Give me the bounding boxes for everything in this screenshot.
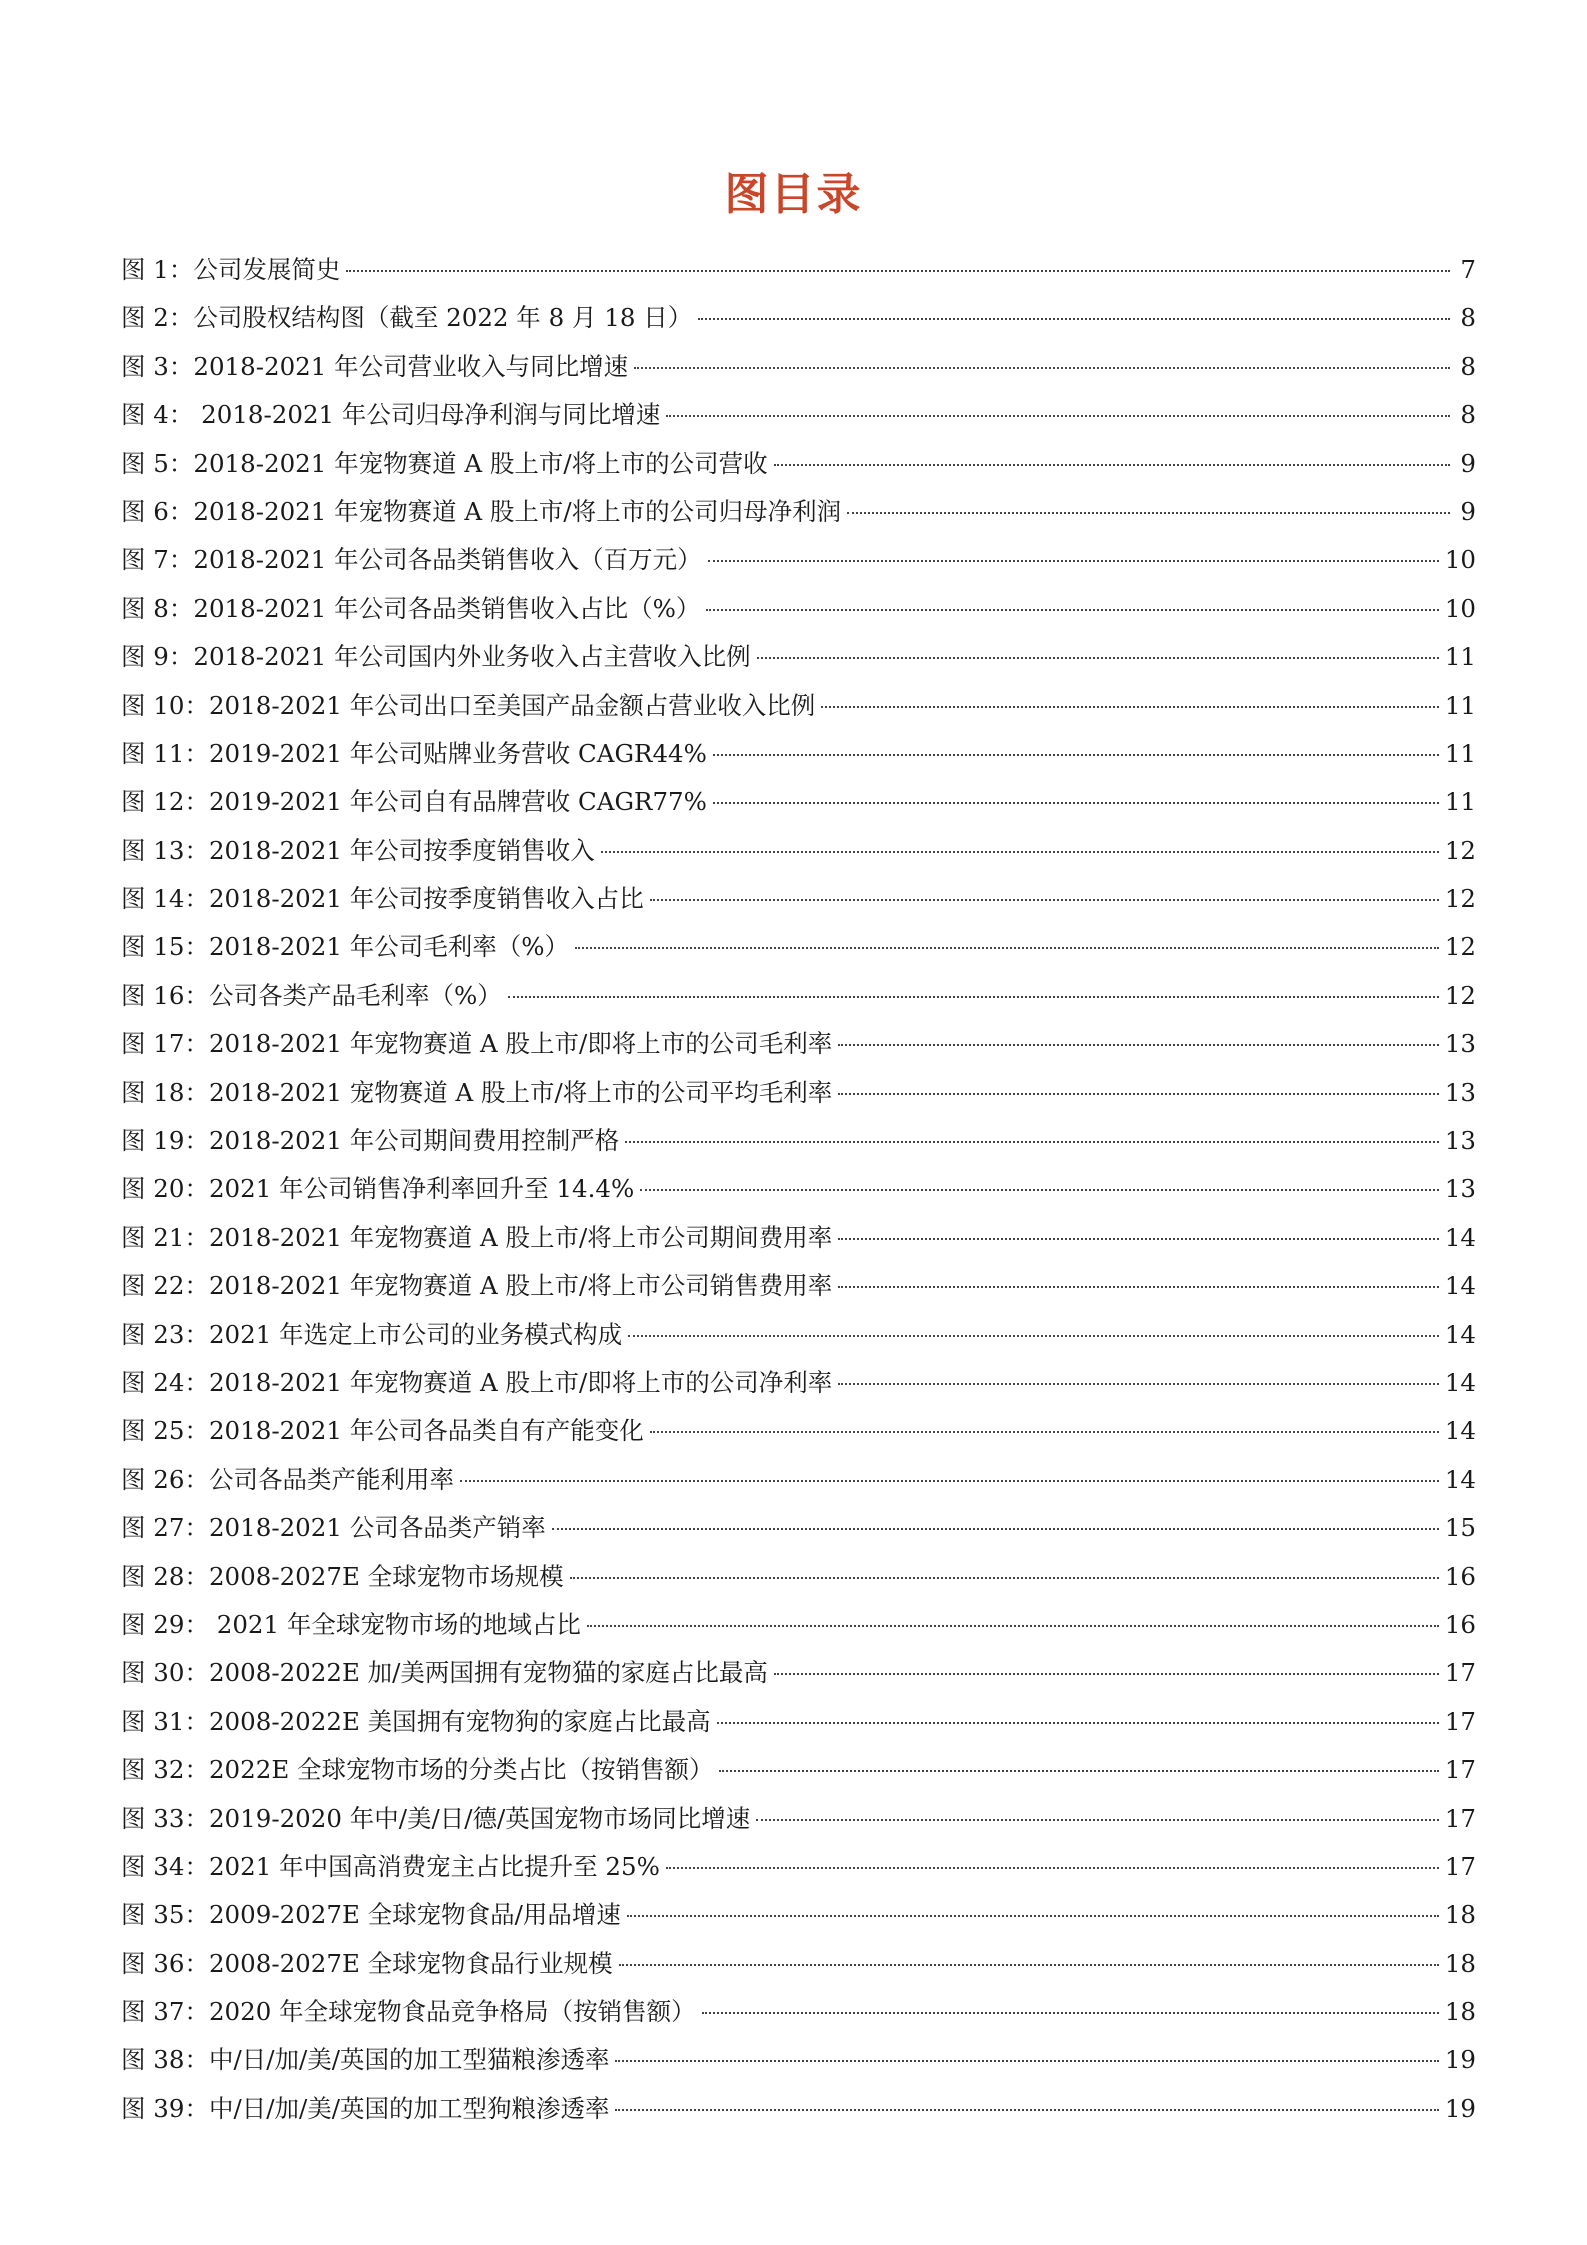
dot-leader — [640, 1189, 1439, 1191]
dot-leader — [713, 802, 1439, 804]
toc-entry[interactable] — [121, 875, 1476, 923]
toc-entry-label: 图 5：2018-2021 年宠物赛道 A 股上市/将上市的公司营收 — [121, 448, 768, 478]
toc-entry[interactable] — [121, 778, 1476, 826]
dot-leader — [838, 1044, 1439, 1046]
toc-entry-label: 图 16：公司各类产品毛利率（%） — [121, 980, 502, 1010]
toc-entry-page-number: 7 — [1460, 255, 1476, 284]
dot-leader — [650, 899, 1439, 901]
toc-entry[interactable] — [121, 1504, 1476, 1552]
toc-entry-page-number: 9 — [1460, 448, 1476, 478]
toc-entry-page-number: 14 — [1444, 1416, 1476, 1446]
toc-entry-page-number: 17 — [1444, 1706, 1476, 1736]
toc-entry-label: 图 17：2018-2021 年宠物赛道 A 股上市/即将上市的公司毛利率 — [121, 1029, 833, 1059]
toc-entry-label: 图 14：2018-2021 年公司按季度销售收入占比 — [121, 884, 644, 914]
toc-entry-page-number: 12 — [1444, 932, 1476, 962]
toc-entry[interactable] — [121, 1553, 1476, 1601]
dot-leader — [708, 560, 1439, 562]
toc-entry-page-number: 13 — [1444, 1126, 1476, 1156]
toc-entry-page-number: 16 — [1444, 1609, 1476, 1639]
dot-leader — [508, 996, 1439, 998]
toc-entry[interactable] — [121, 488, 1476, 536]
toc-entry[interactable] — [121, 391, 1476, 439]
dot-leader — [634, 367, 1450, 369]
figure-toc-list — [121, 246, 1476, 2133]
dot-leader — [650, 1431, 1439, 1433]
dot-leader — [719, 1770, 1438, 1772]
toc-entry-page-number: 9 — [1460, 496, 1476, 526]
dot-leader — [460, 1480, 1439, 1482]
toc-entry[interactable] — [121, 972, 1476, 1020]
dot-leader — [774, 464, 1450, 466]
toc-entry-page-number: 8 — [1460, 351, 1476, 381]
dot-leader — [756, 1819, 1439, 1821]
toc-entry-label: 图 29： 2021 年全球宠物市场的地域占比 — [121, 1609, 581, 1639]
dot-leader — [774, 1673, 1439, 1675]
toc-entry-page-number: 17 — [1444, 1755, 1476, 1785]
toc-entry[interactable] — [121, 1649, 1476, 1697]
toc-entry-label: 图 8：2018-2021 年公司各品类销售收入占比（%） — [121, 593, 701, 623]
dot-leader — [346, 270, 1450, 272]
toc-entry[interactable] — [121, 1020, 1476, 1068]
toc-entry-page-number: 17 — [1444, 1803, 1476, 1833]
toc-entry[interactable] — [121, 585, 1476, 633]
toc-entry[interactable] — [121, 1214, 1476, 1262]
toc-entry[interactable] — [121, 1988, 1476, 2036]
toc-entry-label: 图 13：2018-2021 年公司按季度销售收入 — [121, 835, 595, 865]
toc-entry-page-number: 12 — [1444, 980, 1476, 1010]
toc-entry[interactable] — [121, 2036, 1476, 2084]
toc-entry[interactable] — [121, 1359, 1476, 1407]
toc-entry[interactable] — [121, 1407, 1476, 1455]
dot-leader — [628, 1335, 1439, 1337]
toc-entry[interactable] — [121, 682, 1476, 730]
toc-entry-label: 图 35：2009-2027E 全球宠物食品/用品增速 — [121, 1900, 621, 1930]
dot-leader — [706, 609, 1438, 611]
dot-leader — [627, 1915, 1439, 1917]
toc-entry[interactable] — [121, 1795, 1476, 1843]
dot-leader — [619, 1964, 1439, 1966]
toc-entry-page-number: 13 — [1444, 1029, 1476, 1059]
toc-entry[interactable] — [121, 1117, 1476, 1165]
dot-leader — [838, 1383, 1439, 1385]
dot-leader — [552, 1528, 1439, 1530]
toc-entry-page-number: 12 — [1444, 884, 1476, 914]
toc-entry-label: 图 31：2008-2022E 美国拥有宠物狗的家庭占比最高 — [121, 1706, 711, 1736]
toc-entry-page-number: 10 — [1444, 593, 1476, 623]
toc-entry-label: 图 23：2021 年选定上市公司的业务模式构成 — [121, 1319, 623, 1349]
toc-entry-label: 图 11：2019-2021 年公司贴牌业务营收 CAGR44% — [121, 738, 707, 768]
toc-entry-page-number: 19 — [1444, 2093, 1476, 2123]
toc-entry-label: 图 1：公司发展简史 — [121, 255, 341, 284]
toc-entry-page-number: 8 — [1460, 400, 1476, 430]
toc-entry[interactable] — [121, 1456, 1476, 1504]
toc-entry[interactable] — [121, 2085, 1476, 2133]
toc-entry[interactable] — [121, 1698, 1476, 1746]
toc-entry-page-number: 14 — [1444, 1367, 1476, 1397]
dot-leader — [587, 1625, 1439, 1627]
toc-entry-label: 图 2：公司股权结构图（截至 2022 年 8 月 18 日） — [121, 303, 693, 333]
toc-entry-label: 图 9：2018-2021 年公司国内外业务收入占主营收入比例 — [121, 642, 751, 672]
toc-entry-page-number: 16 — [1444, 1561, 1476, 1591]
toc-entry-label: 图 3：2018-2021 年公司营业收入与同比增速 — [121, 351, 629, 381]
toc-entry[interactable] — [121, 1069, 1476, 1117]
dot-leader — [838, 1286, 1439, 1288]
toc-entry[interactable] — [121, 294, 1476, 342]
toc-entry-page-number: 13 — [1444, 1174, 1476, 1204]
dot-leader — [717, 1722, 1439, 1724]
toc-entry-page-number: 13 — [1444, 1077, 1476, 1107]
dot-leader — [666, 1867, 1439, 1869]
toc-entry-page-number: 18 — [1444, 1948, 1476, 1978]
dot-leader — [838, 1238, 1439, 1240]
toc-entry-page-number: 18 — [1444, 1997, 1476, 2027]
toc-entry-label: 图 18：2018-2021 宠物赛道 A 股上市/将上市的公司平均毛利率 — [121, 1077, 833, 1107]
toc-entry[interactable] — [121, 1746, 1476, 1794]
toc-entry[interactable] — [121, 1311, 1476, 1359]
toc-entry-label: 图 19：2018-2021 年公司期间费用控制严格 — [121, 1126, 620, 1156]
toc-entry[interactable] — [121, 1940, 1476, 1988]
dot-leader — [601, 851, 1439, 853]
toc-entry-label: 图 25：2018-2021 年公司各品类自有产能变化 — [121, 1416, 644, 1446]
toc-entry-label: 图 30：2008-2022E 加/美两国拥有宠物猫的家庭占比最高 — [121, 1658, 768, 1688]
toc-entry[interactable] — [121, 1165, 1476, 1213]
dot-leader — [713, 754, 1439, 756]
toc-entry-page-number: 8 — [1460, 303, 1476, 333]
toc-entry-label: 图 24：2018-2021 年宠物赛道 A 股上市/即将上市的公司净利率 — [121, 1367, 833, 1397]
dot-leader — [615, 2060, 1438, 2062]
dot-leader — [838, 1093, 1439, 1095]
dot-leader — [821, 706, 1439, 708]
toc-entry-label: 图 36：2008-2027E 全球宠物食品行业规模 — [121, 1948, 613, 1978]
toc-entry-page-number: 18 — [1444, 1900, 1476, 1930]
toc-entry[interactable] — [121, 1262, 1476, 1310]
toc-entry-label: 图 27：2018-2021 公司各品类产销率 — [121, 1513, 546, 1543]
dot-leader — [615, 2109, 1438, 2111]
toc-entry-label: 图 22：2018-2021 年宠物赛道 A 股上市/将上市公司销售费用率 — [121, 1271, 833, 1301]
toc-entry-page-number: 19 — [1444, 2045, 1476, 2075]
toc-entry-label: 图 38：中/日/加/美/英国的加工型猫粮渗透率 — [121, 2045, 610, 2075]
toc-entry-page-number: 17 — [1444, 1851, 1476, 1881]
toc-entry-label: 图 10：2018-2021 年公司出口至美国产品金额占营业收入比例 — [121, 690, 816, 720]
toc-entry-page-number: 14 — [1444, 1464, 1476, 1494]
toc-entry[interactable] — [121, 246, 1476, 294]
page-title: 图目录 — [724, 169, 863, 220]
dot-leader — [666, 415, 1450, 417]
toc-entry-label: 图 37：2020 年全球宠物食品竞争格局（按销售额） — [121, 1997, 696, 2027]
toc-entry-label: 图 26：公司各品类产能利用率 — [121, 1464, 454, 1494]
dot-leader — [570, 1577, 1439, 1579]
toc-entry-label: 图 4： 2018-2021 年公司归母净利润与同比增速 — [121, 400, 661, 430]
toc-entry-page-number: 14 — [1444, 1222, 1476, 1252]
toc-entry-label: 图 34：2021 年中国高消费宠主占比提升至 25% — [121, 1851, 660, 1881]
toc-entry[interactable] — [121, 1843, 1476, 1891]
toc-entry-page-number: 17 — [1444, 1658, 1476, 1688]
toc-entry-label: 图 15：2018-2021 年公司毛利率（%） — [121, 932, 570, 962]
dot-leader — [702, 2012, 1439, 2014]
toc-entry[interactable] — [121, 343, 1476, 391]
toc-entry-page-number: 11 — [1444, 690, 1476, 720]
toc-entry-label: 图 21：2018-2021 年宠物赛道 A 股上市/将上市公司期间费用率 — [121, 1222, 833, 1252]
toc-entry[interactable] — [121, 923, 1476, 971]
toc-entry-page-number: 11 — [1444, 738, 1476, 768]
dot-leader — [698, 318, 1450, 320]
toc-entry[interactable] — [121, 536, 1476, 584]
toc-entry-page-number: 12 — [1444, 835, 1476, 865]
toc-entry-label: 图 33：2019-2020 年中/美/日/德/英国宠物市场同比增速 — [121, 1803, 751, 1833]
toc-entry[interactable] — [121, 440, 1476, 488]
toc-entry[interactable] — [121, 827, 1476, 875]
toc-entry-page-number: 14 — [1444, 1319, 1476, 1349]
toc-entry-page-number: 11 — [1444, 787, 1476, 817]
toc-entry[interactable] — [121, 633, 1476, 681]
dot-leader — [757, 657, 1439, 659]
toc-entry-page-number: 11 — [1444, 642, 1476, 672]
toc-entry-page-number: 15 — [1444, 1513, 1476, 1543]
toc-entry-page-number: 10 — [1444, 545, 1476, 575]
toc-entry-label: 图 7：2018-2021 年公司各品类销售收入（百万元） — [121, 545, 702, 575]
toc-entry[interactable] — [121, 1891, 1476, 1939]
toc-entry-label: 图 20：2021 年公司销售净利率回升至 14.4% — [121, 1174, 635, 1204]
toc-entry-label: 图 39：中/日/加/美/英国的加工型狗粮渗透率 — [121, 2093, 610, 2123]
toc-entry-label: 图 32：2022E 全球宠物市场的分类占比（按销售额） — [121, 1755, 714, 1785]
toc-entry-label: 图 12：2019-2021 年公司自有品牌营收 CAGR77% — [121, 787, 707, 817]
toc-entry-label: 图 28：2008-2027E 全球宠物市场规模 — [121, 1561, 564, 1591]
toc-entry-label: 图 6：2018-2021 年宠物赛道 A 股上市/将上市的公司归母净利润 — [121, 496, 842, 526]
toc-entry-page-number: 14 — [1444, 1271, 1476, 1301]
dot-leader — [625, 1141, 1439, 1143]
dot-leader — [847, 512, 1450, 514]
toc-entry[interactable] — [121, 1601, 1476, 1649]
toc-entry[interactable] — [121, 730, 1476, 778]
dot-leader — [575, 947, 1439, 949]
